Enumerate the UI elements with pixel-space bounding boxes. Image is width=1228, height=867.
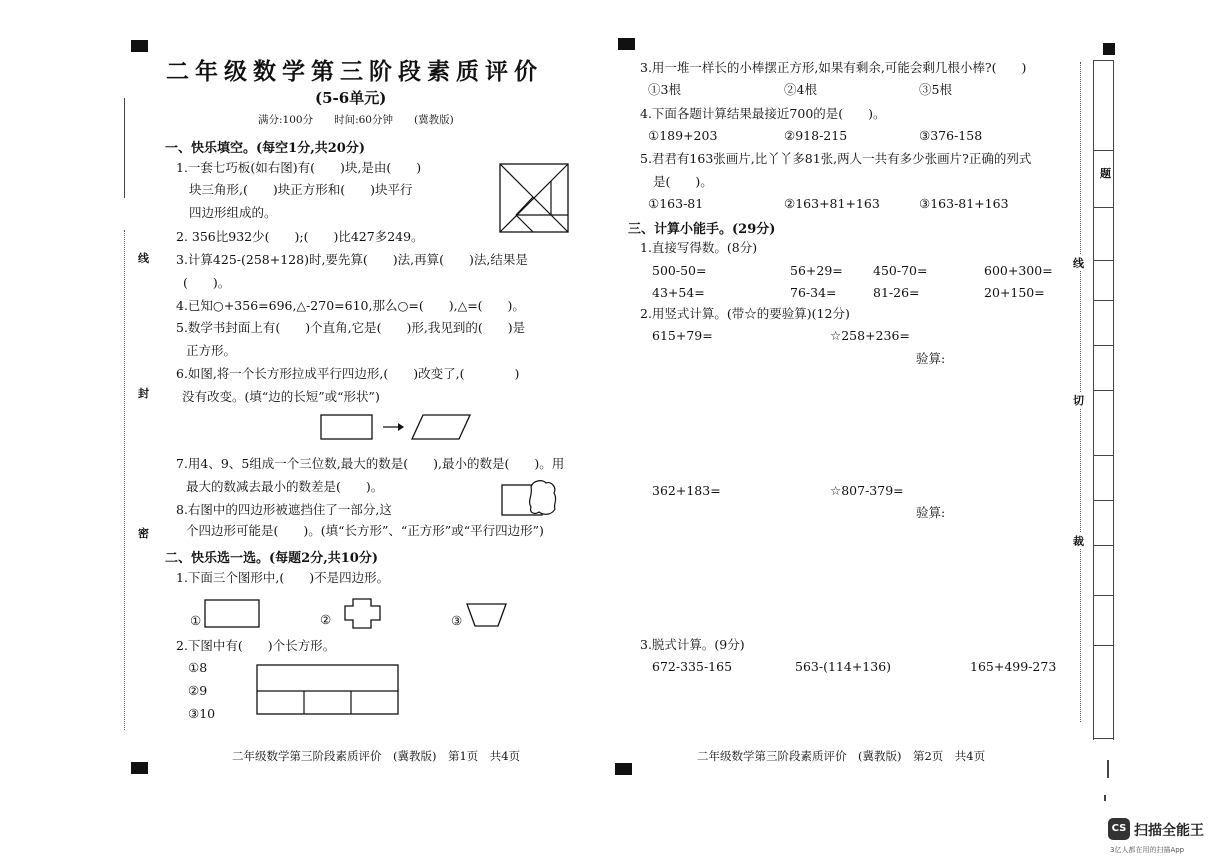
option-label: ②918-215 — [784, 128, 848, 143]
question-text: 正方形。 — [186, 343, 237, 358]
question-text: 1.一套七巧板(如右图)有( )块,是由( ) — [176, 160, 422, 175]
expression-item: 165+499-273 — [970, 659, 1057, 674]
section-heading: 一、快乐填空。(每空1分,共20分) — [165, 141, 365, 156]
side-label: 裁 — [1073, 535, 1084, 548]
question-text: 2.下图中有( )个长方形。 — [176, 638, 336, 653]
arith-item: 81-26= — [873, 285, 920, 300]
vertical-calc-item: 615+79= — [652, 328, 713, 343]
option-label: ③376-158 — [919, 128, 983, 143]
binding-tick — [1093, 595, 1113, 596]
cs-logo-icon: CS — [1108, 818, 1130, 840]
option-label: ③10 — [188, 706, 216, 721]
check-label: 验算: — [916, 351, 946, 366]
question-text: 7.用4、9、5组成一个三位数,最大的数是( ),最小的数是( )。用 — [176, 456, 565, 471]
registration-mark — [131, 40, 148, 52]
binding-tick — [1093, 207, 1113, 208]
page-footer: 二年级数学第三阶段素质评价 (冀教版) 第1页 共4页 — [232, 749, 521, 763]
registration-mark — [1103, 43, 1115, 55]
option-label: ②9 — [188, 683, 208, 698]
section-heading: 二、快乐选一选。(每题2分,共10分) — [165, 551, 378, 566]
side-label: 封 — [138, 387, 149, 400]
question-text: 没有改变。(填“边的长短”或“形状”) — [182, 389, 380, 404]
question-text: 四边形组成的。 — [189, 205, 277, 220]
binding-tick — [1093, 300, 1113, 301]
binding-tick — [1093, 260, 1113, 261]
side-label: 切 — [1073, 394, 1084, 407]
cross-shape — [343, 598, 383, 630]
side-label: 密 — [138, 527, 149, 540]
vertical-calc-item: ☆258+236= — [830, 328, 910, 343]
covered-quadrilateral-figure — [501, 479, 559, 519]
question-text: 4.下面各题计算结果最接近700的是( )。 — [640, 106, 886, 121]
question-text: ( )。 — [183, 275, 231, 290]
exam-meta: 满分:100分 时间:60分钟 (冀教版) — [258, 114, 454, 126]
rect-to-parallelogram-figure — [320, 413, 472, 441]
arith-item: 600+300= — [984, 263, 1053, 278]
page-subtitle: (5-6单元) — [315, 89, 387, 107]
rectangles-figure — [256, 664, 400, 716]
arith-item: 76-34= — [790, 285, 837, 300]
question-text: 8.右图中的四边形被遮挡住了一部分,这 — [176, 502, 392, 517]
option-label: ①3根 — [648, 82, 681, 97]
option-label: ②4根 — [784, 82, 817, 97]
question-text: 3.用一堆一样长的小棒摆正方形,如果有剩余,可能会剩几根小棒?( ) — [640, 60, 1027, 75]
option-label: ③ — [451, 613, 463, 628]
option-label: ② — [320, 612, 332, 627]
page-footer: 二年级数学第三阶段素质评价 (冀教版) 第2页 共4页 — [697, 749, 986, 763]
binding-line — [1113, 60, 1114, 740]
binding-tick — [1093, 150, 1113, 151]
binding-line — [124, 230, 125, 730]
binding-tick — [1093, 455, 1113, 456]
binding-tick — [1093, 645, 1113, 646]
check-label: 验算: — [916, 505, 946, 520]
question-text: 最大的数减去最小的数差是( )。 — [186, 479, 384, 494]
question-text: 3.计算425-(258+128)时,要先算( )法,再算( )法,结果是 — [176, 252, 528, 267]
question-text: 是( )。 — [653, 174, 713, 189]
option-label: ①8 — [188, 660, 208, 675]
question-text: 6.如图,将一个长方形拉成平行四边形,( )改变了,( ) — [176, 366, 520, 381]
question-text: 块三角形,( )块正方形和( )块平行 — [189, 182, 413, 197]
registration-mark — [615, 763, 632, 775]
binding-tick — [1093, 390, 1113, 391]
binding-tick — [1093, 60, 1113, 61]
trapezoid-shape — [466, 602, 508, 628]
option-label: ③163-81+163 — [919, 196, 1009, 211]
registration-mark — [618, 38, 635, 50]
side-label: 线 — [138, 252, 149, 265]
binding-line — [1093, 60, 1094, 740]
section-heading: 三、计算小能手。(29分) — [628, 222, 776, 237]
side-label: 题 — [1100, 167, 1111, 180]
binding-mark — [1104, 795, 1106, 801]
watermark-brand: 扫描全能王 — [1134, 823, 1204, 839]
question-text: 5.数学书封面上有( )个直角,它是( )形,我见到的( )是 — [176, 320, 526, 335]
arith-item: 20+150= — [984, 285, 1045, 300]
question-text: 个四边形可能是( )。(填“长方形”、“正方形”或“平行四边形”) — [186, 523, 544, 538]
binding-mark — [1107, 760, 1109, 778]
question-text: 4.已知○+356=696,△-270=610,那么○=( ),△=( )。 — [176, 298, 525, 313]
option-label: ②163+81+163 — [784, 196, 880, 211]
option-label: ③5根 — [919, 82, 952, 97]
question-text: 3.脱式计算。(9分) — [640, 637, 745, 652]
binding-tick — [1093, 545, 1113, 546]
page-title: 二年级数学第三阶段素质评价 — [166, 58, 543, 85]
option-label: ①163-81 — [648, 196, 704, 211]
binding-tick — [1093, 345, 1113, 346]
option-label: ①189+203 — [648, 128, 718, 143]
binding-tick — [1093, 738, 1113, 739]
arith-item: 450-70= — [873, 263, 928, 278]
question-text: 1.下面三个图形中,( )不是四边形。 — [176, 570, 390, 585]
scanner-watermark — [1108, 818, 1218, 858]
side-label: 线 — [1073, 257, 1084, 270]
tangram-figure — [499, 163, 569, 233]
arith-item: 43+54= — [652, 285, 705, 300]
binding-line — [124, 98, 125, 198]
expression-item: 672-335-165 — [652, 659, 733, 674]
rectangle-shape — [204, 598, 262, 630]
option-label: ① — [190, 613, 202, 628]
vertical-calc-item: ☆807-379= — [830, 483, 904, 498]
question-text: 2. 356比932少( );( )比427多249。 — [176, 229, 424, 244]
question-text: 1.直接写得数。(8分) — [640, 240, 758, 255]
vertical-calc-item: 362+183= — [652, 483, 721, 498]
arith-item: 500-50= — [652, 263, 707, 278]
expression-item: 563-(114+136) — [795, 659, 892, 674]
question-text: 5.君君有163张画片,比丫丫多81张,两人一共有多少张画片?正确的列式 — [640, 151, 1032, 166]
binding-tick — [1093, 500, 1113, 501]
arith-item: 56+29= — [790, 263, 843, 278]
watermark-tagline: 3亿人都在用的扫描App — [1110, 846, 1185, 854]
question-text: 2.用竖式计算。(带☆的要验算)(12分) — [640, 306, 850, 321]
registration-mark — [131, 762, 148, 774]
